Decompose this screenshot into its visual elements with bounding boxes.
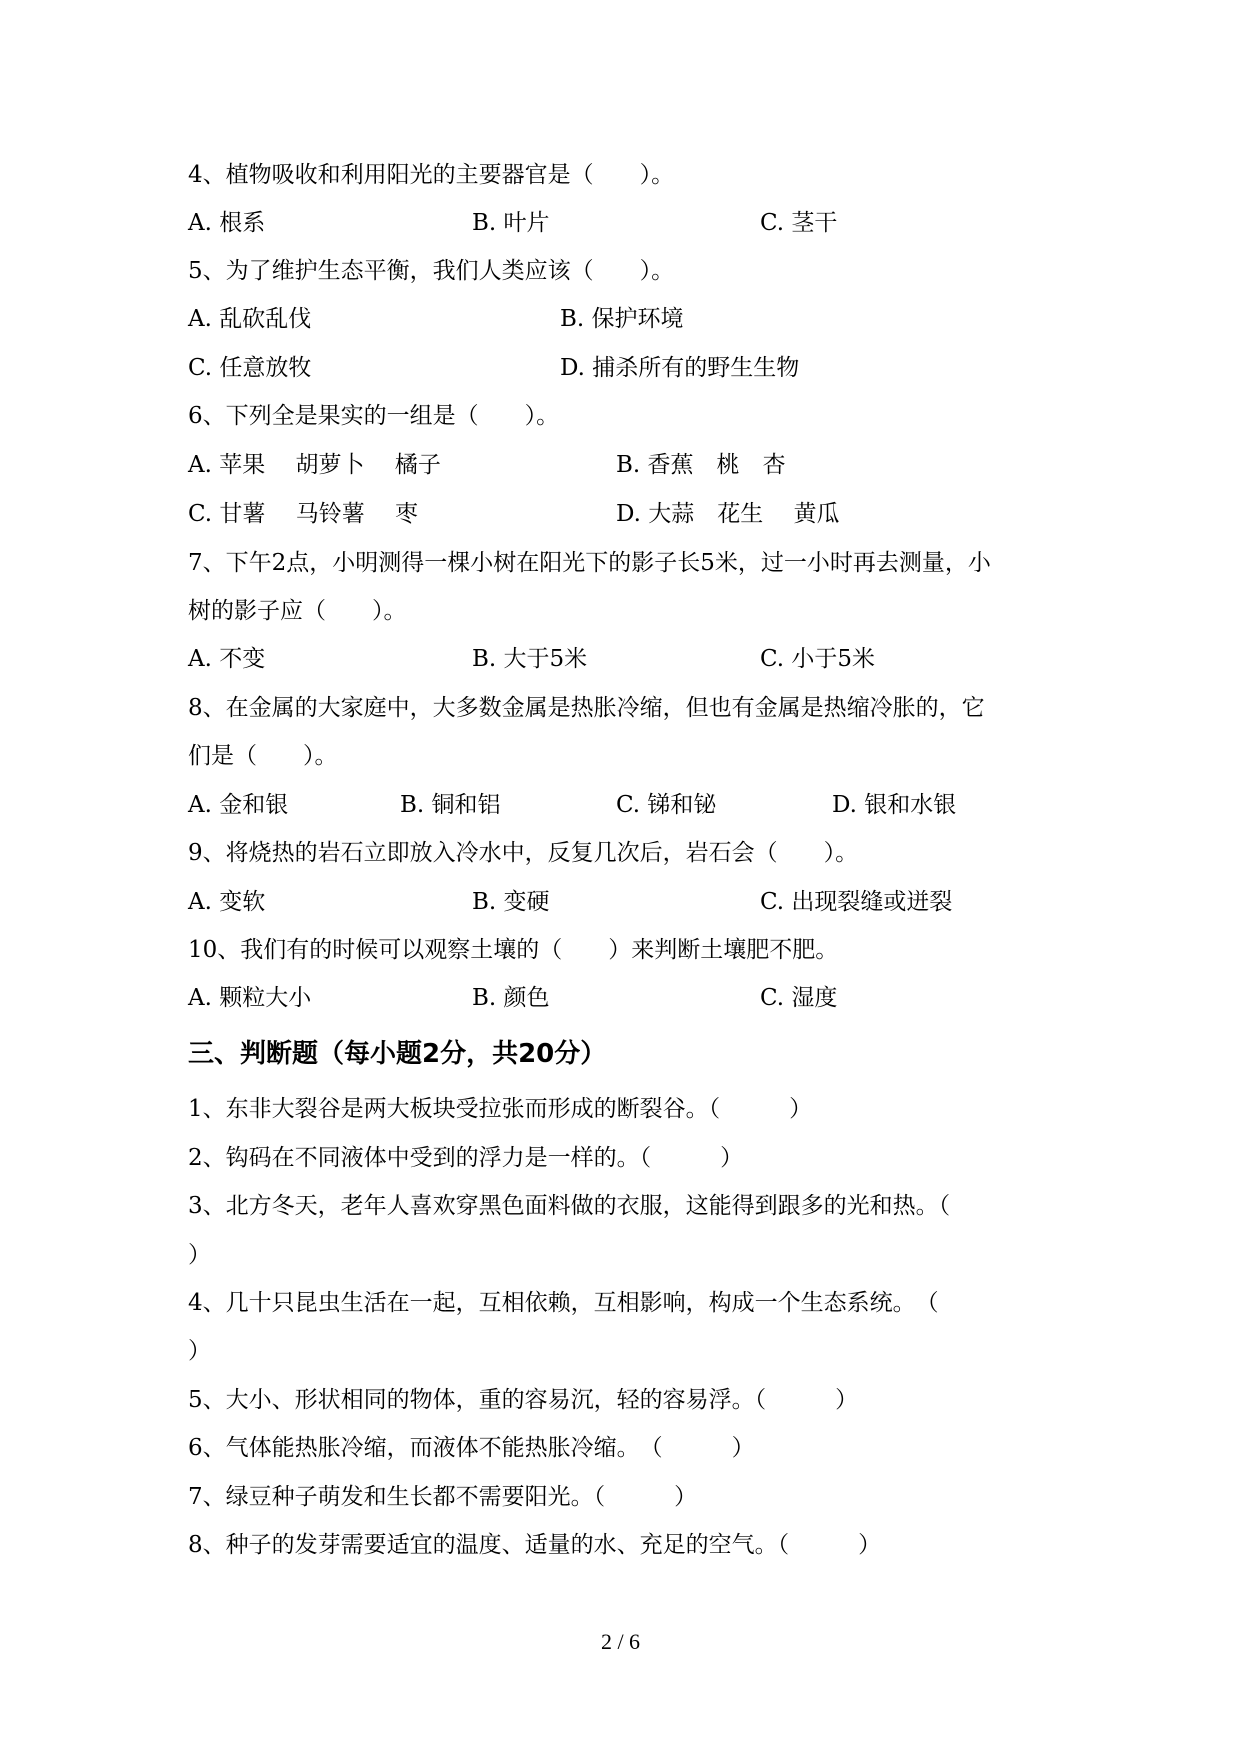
q7-option-a: A. 不变 xyxy=(188,646,266,672)
q8-option-a: A. 金和银 xyxy=(188,792,289,818)
q5-option-d: D. 捕杀所有的野生生物 xyxy=(560,355,800,381)
q10-option-b: B. 颜色 xyxy=(472,985,550,1011)
judge-question-4-line1: 4、几十只昆虫生活在一起，互相依赖，互相影响，构成一个生态系统。 （ xyxy=(188,1290,939,1316)
question-7-stem-line1: 7、下午2点，小明测得一棵小树在阳光下的影子长5米，过一小时再去测量，小 xyxy=(188,550,991,576)
q5-option-b: B. 保护环境 xyxy=(560,306,684,332)
question-9-stem: 9、将烧热的岩石立即放入冷水中，反复几次后，岩石会（ ）。 xyxy=(188,840,859,866)
judge-question-4-line2: ） xyxy=(188,1338,211,1364)
question-10-stem: 10、我们有的时候可以观察土壤的（ ）来判断土壤肥不肥。 xyxy=(188,937,839,963)
q8-option-b: B. 铜和铝 xyxy=(400,792,501,818)
judge-question-2: 2、钩码在不同液体中受到的浮力是一样的。（ ） xyxy=(188,1145,744,1171)
judge-question-3-line2: ） xyxy=(188,1242,211,1268)
q6-option-c: C. 甘薯 马铃薯 枣 xyxy=(188,501,419,527)
q6-option-a: A. 苹果 胡萝卜 橘子 xyxy=(188,452,441,478)
page-number: 2 / 6 xyxy=(600,1629,641,1654)
question-4-stem: 4、植物吸收和利用阳光的主要器官是（ ）。 xyxy=(188,162,675,188)
question-8-stem-line2: 们是（ ）。 xyxy=(188,743,338,769)
question-5-stem: 5、为了维护生态平衡，我们人类应该（ ）。 xyxy=(188,258,675,284)
q4-option-c: C. 茎干 xyxy=(760,210,838,236)
q4-option-b: B. 叶片 xyxy=(472,210,550,236)
q7-option-b: B. 大于5米 xyxy=(472,646,588,672)
q10-option-a: A. 颗粒大小 xyxy=(188,985,312,1011)
section-3-heading: 三、判断题（每小题2分，共20分） xyxy=(188,1039,607,1069)
q9-option-b: B. 变硬 xyxy=(472,889,550,915)
judge-question-5: 5、大小、形状相同的物体，重的容易沉，轻的容易浮。（ ） xyxy=(188,1387,859,1413)
q8-option-c: C. 锑和铋 xyxy=(616,792,717,818)
q7-option-c: C. 小于5米 xyxy=(760,646,876,672)
q4-option-a: A. 根系 xyxy=(188,210,266,236)
q8-option-d: D. 银和水银 xyxy=(832,792,957,818)
judge-question-8: 8、种子的发芽需要适宜的温度、适量的水、充足的空气。（ ） xyxy=(188,1532,882,1558)
q6-option-d: D. 大蒜 花生 黄瓜 xyxy=(616,501,840,527)
q6-option-b: B. 香蕉 桃 杏 xyxy=(616,452,786,478)
judge-question-6: 6、气体能热胀冷缩，而液体不能热胀冷缩。 （ ） xyxy=(188,1435,755,1461)
judge-question-3-line1: 3、北方冬天，老年人喜欢穿黑色面料做的衣服，这能得到跟多的光和热。（ xyxy=(188,1193,951,1219)
q9-option-c: C. 出现裂缝或迸裂 xyxy=(760,889,953,915)
q5-option-a: A. 乱砍乱伐 xyxy=(188,306,312,332)
judge-question-7: 7、绿豆种子萌发和生长都不需要阳光。（ ） xyxy=(188,1484,698,1510)
question-7-stem-line2: 树的影子应（ ）。 xyxy=(188,598,407,624)
question-6-stem: 6、下列全是果实的一组是（ ）。 xyxy=(188,403,560,429)
q10-option-c: C. 湿度 xyxy=(760,985,838,1011)
judge-question-1: 1、东非大裂谷是两大板块受拉张而形成的断裂谷。（ ） xyxy=(188,1096,813,1122)
question-8-stem-line1: 8、在金属的大家庭中，大多数金属是热胀冷缩，但也有金属是热缩冷胀的，它 xyxy=(188,695,985,721)
q5-option-c: C. 任意放牧 xyxy=(188,355,312,381)
q9-option-a: A. 变软 xyxy=(188,889,266,915)
